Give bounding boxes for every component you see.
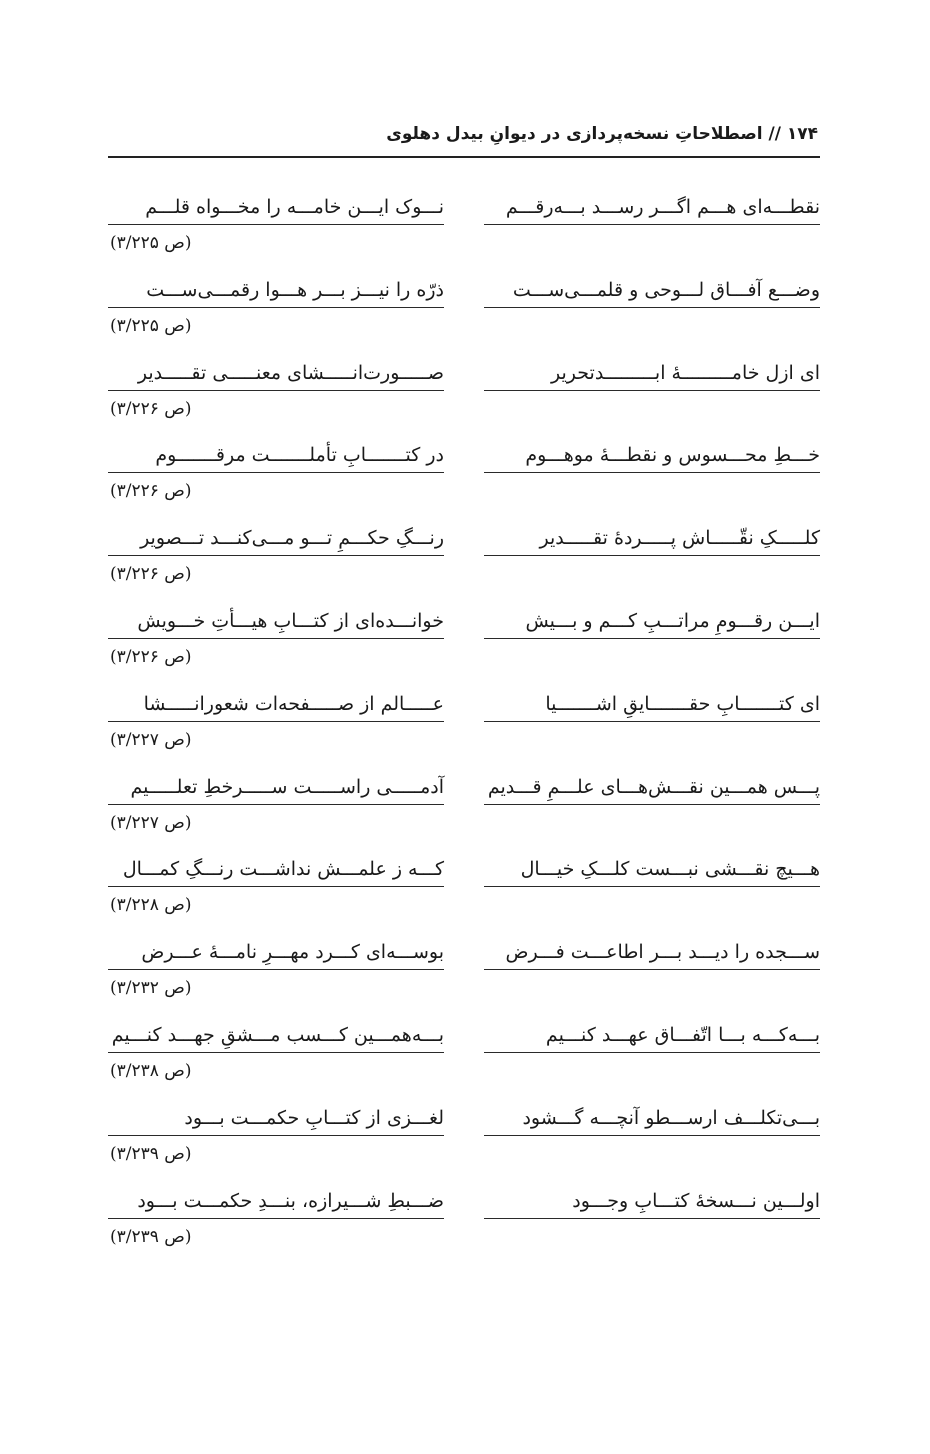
second-hemistich: بوســـه‌ای کـــرد مهـــرِ نامـــهٔ عـــرض: [108, 937, 444, 970]
page-reference: (ص ۳/۲۲۵): [110, 233, 192, 253]
page-reference: (ص ۳/۲۲۶): [110, 481, 192, 502]
second-hemistich: آدمـــــی راســـــت ســـــرخطِ تعلـــــیم: [108, 772, 444, 805]
page-reference: (ص ۳/۲۲۷): [110, 729, 192, 750]
page-reference: (ص ۳/۲۳۹): [110, 1143, 192, 1164]
first-hemistich: ســـجده را دیـــد بـــر اطاعـــت فـــرض: [484, 937, 820, 970]
second-hemistich: در کتـــــــابِ تأملـــــــت مرقـــــــوم: [108, 440, 444, 473]
verse-entry: [108, 1016, 820, 1099]
verse-entry: [108, 685, 820, 768]
verse-entry: [108, 1182, 820, 1265]
second-hemistich: ذرّه را نیـــز بـــر هـــوا رقمـــی‌ســـت: [108, 275, 444, 308]
second-hemistich: عـــــالم از صـــــفحه‌ات شعورانـــــشا: [108, 689, 444, 722]
first-hemistich: ای ازل خامـــــــــهٔ ابـــــــــدتحریر: [484, 358, 820, 391]
verse-entry: [108, 933, 820, 1016]
second-hemistich: نـــوک ایـــن خامـــه را مخـــواه قلـــم: [108, 192, 444, 225]
first-hemistich: اولـــین نـــسخهٔ کتـــابِ وجـــود: [484, 1186, 820, 1219]
second-hemistich: خوانـــده‌ای از کتـــابِ هیـــأتِ خـــویش: [108, 606, 444, 639]
second-hemistich: بـــه‌همـــین کـــسب مـــشقِ جهـــد کنـــیم: [108, 1020, 444, 1053]
second-hemistich: رنـــگِ حکـــمِ تـــو مـــی‌کنـــد تـــصویر: [108, 523, 444, 556]
verse-entry: [108, 188, 820, 271]
page-reference: (ص ۳/۲۳۸): [110, 1060, 192, 1081]
verse-entry: [108, 354, 820, 437]
page-reference: (ص ۳/۲۳۲): [110, 978, 192, 999]
verse-entry: [108, 850, 820, 933]
verse-entry: [108, 1099, 820, 1182]
page-reference: (ص ۳/۲۳۹): [110, 1226, 192, 1247]
first-hemistich: ایـــن رقـــومِ مراتـــبِ کـــم و بـــیش: [484, 606, 820, 639]
second-hemistich: ضـــبطِ شـــیرازه، بنـــدِ حکمـــت بـــود: [108, 1186, 444, 1219]
first-hemistich: بـــی‌تکلـــف ارســـطو آنچـــه گـــشود: [484, 1103, 820, 1136]
verse-entry: [108, 602, 820, 685]
first-hemistich: کلـــــکِ نقّـــــاش پـــــردهٔ تقـــــدیر: [484, 523, 820, 556]
first-hemistich: ای کتـــــــابِ حقـــــــایقِ اشـــــــیا: [484, 689, 820, 722]
verse-entry: [108, 519, 820, 602]
first-hemistich: وضـــع آفـــاق لـــوحی و قلمـــی‌ســـت: [484, 275, 820, 308]
page-reference: (ص ۳/۲۲۶): [110, 646, 192, 667]
second-hemistich: لغـــزی از کتـــابِ حکمـــت بـــود: [108, 1103, 444, 1136]
page-reference: (ص ۳/۲۲۷): [110, 812, 192, 833]
second-hemistich: صـــــورت‌انـــــشای معنـــــی تقـــــدیر: [108, 358, 444, 391]
page-header: [108, 118, 820, 158]
first-hemistich: پـــس همـــین نقـــش‌هـــای علـــمِ قـــدیم: [484, 772, 820, 805]
page-reference: (ص ۳/۲۲۶): [110, 564, 192, 585]
verse-entry: [108, 768, 820, 851]
verse-entry: [108, 271, 820, 354]
page-reference: (ص ۳/۲۲۵): [110, 315, 192, 336]
running-head: ۱۷۴ // اصطلاحاتِ نسخه‌پردازی در دیوانِ بیدل دهلوی: [386, 124, 818, 144]
verse-entry: [108, 436, 820, 519]
page-reference: (ص ۳/۲۲۸): [110, 895, 192, 916]
second-hemistich: کـــه ز علمـــش نداشـــت رنـــگِ کمـــال: [108, 854, 444, 887]
first-hemistich: خـــطِ محـــسوس و نقطـــهٔ موهـــوم: [484, 440, 820, 473]
page-reference: (ص ۳/۲۲۶): [110, 398, 192, 419]
verse-list: [108, 188, 820, 1264]
first-hemistich: هـــیچ نقـــشی نبـــست کلـــکِ خیـــال: [484, 854, 820, 887]
first-hemistich: بـــه‌کـــه بـــا اتّفـــاق عهـــد کنـــیم: [484, 1020, 820, 1053]
first-hemistich: نقطـــه‌ای هـــم اگـــر رســـد بـــه‌رقـــم: [484, 192, 820, 225]
